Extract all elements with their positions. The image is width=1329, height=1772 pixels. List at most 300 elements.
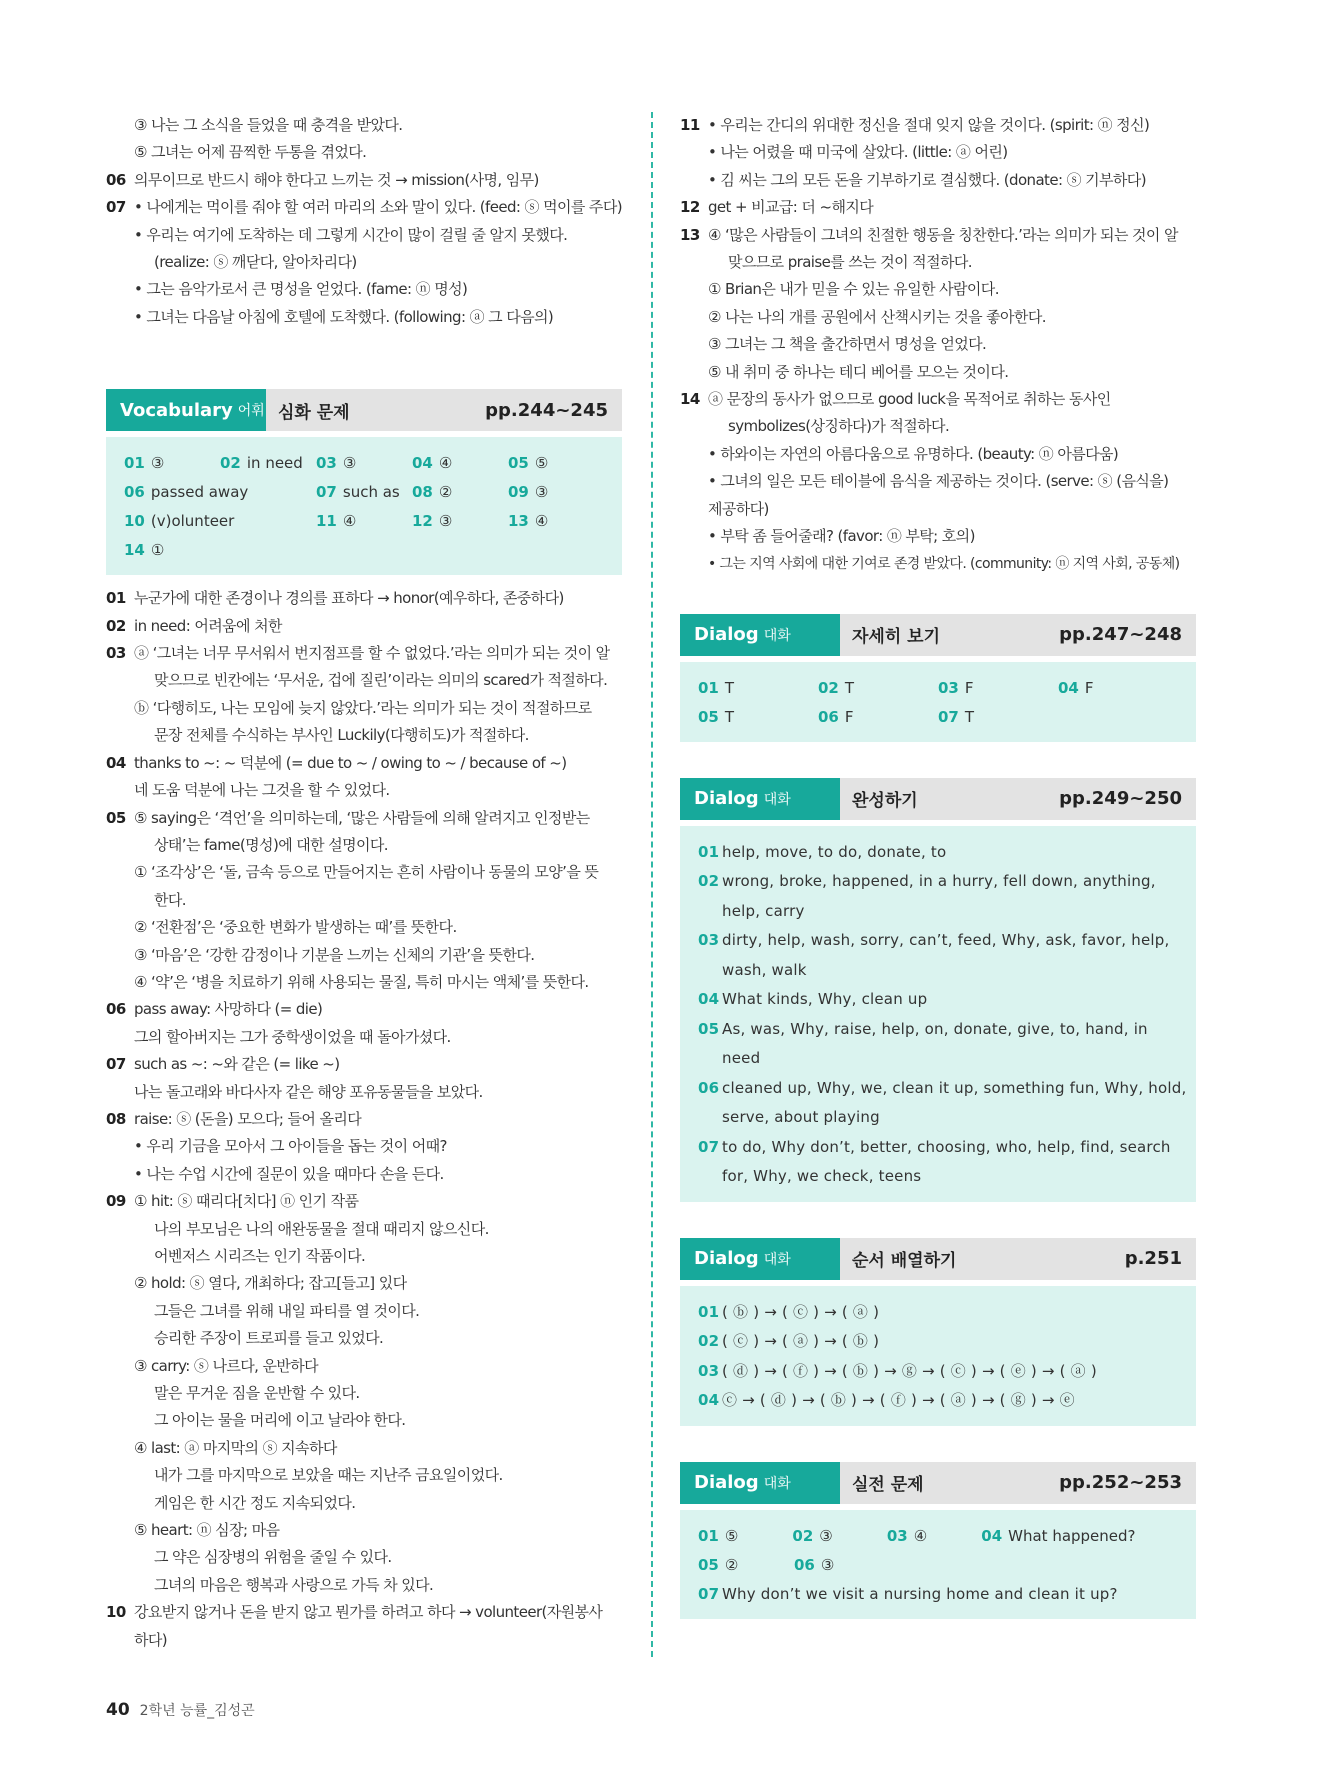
item-text: 문장 전체를 수식하는 부사인 Luckily(다행히도)가 적절하다. <box>154 726 529 745</box>
text-line <box>106 695 622 722</box>
answer-number: 01 <box>124 454 145 473</box>
item-text: 어벤저스 시리즈는 인기 작품이다. <box>154 1247 366 1265</box>
item-text: • 나는 수업 시간에 질문이 있을 때마다 손을 든다. <box>134 1164 444 1183</box>
text-line <box>106 1599 622 1626</box>
item-text: ⓐ ‘그녀는 너무 무서워서 번지점프를 할 수 없었다.’라는 의미가 되는 것이 알 <box>134 644 610 663</box>
item-text: • 그는 지역 사회에 대한 기여로 존경 받았다. (community: ⓝ 지역 사회, 공동체) <box>708 555 1180 572</box>
item-text: ③ ‘마음’은 ‘강한 감정이나 기분을 느끼는 신체의 기관’을 뜻한다. <box>134 945 535 964</box>
answer-value: ③ <box>150 454 165 473</box>
item-text: ① ‘조각상’은 ‘돌, 금속 등으로 만들어지는 흔히 사람이나 동물의 모양’을 뜻 <box>134 863 599 882</box>
answer-number: 06 <box>698 1078 720 1097</box>
answer-value: T <box>844 678 855 697</box>
answer-number: 04 <box>698 990 720 1009</box>
answer-number: 05 <box>698 1555 719 1574</box>
answer-value: ③ <box>342 454 357 473</box>
answer-row <box>698 1522 1178 1551</box>
answer-row <box>124 507 604 536</box>
text-line <box>106 722 622 749</box>
answer-cell <box>887 1522 981 1551</box>
answer-text: ( ⓒ ) → ( ⓐ ) → ( ⓑ ) <box>722 1332 880 1351</box>
section-tag <box>106 389 266 431</box>
answer-item <box>698 867 1178 897</box>
text-line <box>106 640 622 667</box>
answer-number: 01 <box>698 1526 719 1545</box>
text-line <box>106 1024 622 1051</box>
answer-value: (v)olunteer <box>150 512 235 531</box>
text-line <box>106 139 622 166</box>
page-number: 40 <box>106 1700 130 1720</box>
item-text: • 부탁 좀 들어줄래? (favor: ⓝ 부탁; 호의) <box>708 527 975 546</box>
item-text: ⓑ ‘다행히도, 나는 모임에 늦지 않았다.’라는 의미가 되는 것이 적절하므로 <box>134 698 592 717</box>
answer-number: 04 <box>698 1391 720 1410</box>
item-text: ② hold: ⓢ 열다, 개최하다; 잡고[들고] 있다 <box>134 1274 407 1293</box>
text-line <box>106 859 622 886</box>
text-line <box>680 167 1196 194</box>
section-title: 자세히 보기 <box>852 627 941 648</box>
section-tag-ko: 대화 <box>763 1251 791 1268</box>
text-line <box>106 1216 622 1243</box>
footer-text: 2학년 능률_김성곤 <box>139 1703 255 1719</box>
text-line <box>680 551 1196 578</box>
text-line <box>680 249 1196 276</box>
item-text: 나의 부모님은 나의 애완동물을 절대 때리지 않으신다. <box>154 1219 489 1238</box>
answer-item <box>698 985 1178 1015</box>
dialog-box-detail <box>680 614 1196 742</box>
answer-value: ③ <box>820 1555 835 1574</box>
answer-text: help, carry <box>722 901 805 920</box>
item-text: • 나는 어렸을 때 미국에 살았다. (little: ⓐ 어린) <box>708 143 1008 162</box>
item-number: 03 <box>106 644 126 663</box>
item-text: thanks to ~: ~ 덕분에 (= due to ~ / owing to ~ / because of ~) <box>134 753 567 772</box>
dialog-detail-answers <box>680 662 1196 742</box>
answer-row <box>124 536 604 565</box>
answer-value: T <box>724 707 735 726</box>
answer-value: passed away <box>150 483 249 502</box>
answer-cell <box>818 703 938 732</box>
item-text: 제공하다) <box>708 499 769 518</box>
item-number: 10 <box>106 1603 126 1622</box>
answer-value: ③ <box>819 1526 833 1545</box>
item-text: 그들은 그녀를 위해 내일 파티를 열 것이다. <box>154 1301 420 1320</box>
answer-number: 03 <box>316 454 337 473</box>
dialog-practice-answers <box>680 1510 1196 1620</box>
section-tag <box>680 1238 840 1280</box>
answer-cell <box>316 478 412 507</box>
text-line <box>106 969 622 996</box>
right-column <box>680 112 1196 1619</box>
dialog-box-practice <box>680 1462 1196 1620</box>
text-line <box>106 1627 622 1654</box>
answer-number: 03 <box>698 931 720 950</box>
section-tag-ko: 어휘 <box>237 403 265 420</box>
item-text: pass away: 사망하다 (= die) <box>134 1000 323 1019</box>
answer-number: 07 <box>698 1137 720 1156</box>
answer-row <box>698 703 1178 732</box>
answer-number: 07 <box>698 1584 720 1603</box>
answer-number: 02 <box>698 872 720 891</box>
text-line <box>106 1270 622 1297</box>
answer-number: 02 <box>220 454 241 473</box>
page-footer <box>106 1700 255 1720</box>
item-text: 의무이므로 반드시 해야 한다고 느끼는 것 → mission(사명, 임무) <box>134 170 539 189</box>
text-line <box>680 523 1196 550</box>
answer-text: ⓒ → ( ⓓ ) → ( ⓑ ) → ( ⓕ ) → ( ⓐ ) → ( ⓖ ) → ⓔ <box>722 1391 1075 1410</box>
item-number: 02 <box>106 616 126 635</box>
item-text: 상태’는 fame(명성)에 대한 설명이다. <box>154 835 388 854</box>
item-number: 14 <box>680 390 700 409</box>
text-line <box>106 750 622 777</box>
answer-text: serve, about playing <box>722 1108 880 1127</box>
answer-number: 05 <box>698 707 719 726</box>
vocabulary-explanations <box>106 585 622 1654</box>
answer-item <box>698 1044 1178 1074</box>
answer-value: ③ <box>534 483 549 502</box>
answer-item <box>698 926 1178 956</box>
section-tag <box>680 1462 840 1504</box>
answer-cell <box>818 674 938 703</box>
item-text: in need: 어려움에 처한 <box>134 616 282 635</box>
left-column <box>106 112 622 1654</box>
answer-text: wrong, broke, happened, in a hurry, fell down, anything, <box>722 872 1156 891</box>
answer-number: 01 <box>698 1302 720 1321</box>
item-text: ⑤ saying은 ‘격언’을 의미하는데, ‘많은 사람들에 의해 알려지고 인정받는 <box>134 808 590 827</box>
section-tag-en: Dialog <box>694 788 759 810</box>
answer-text: help, move, to do, donate, to <box>722 842 947 861</box>
answer-item <box>698 838 1178 868</box>
answer-item <box>698 1386 1178 1416</box>
answer-row <box>124 478 604 507</box>
answer-item <box>698 1074 1187 1104</box>
item-text: 게임은 한 시간 정도 지속되었다. <box>154 1493 356 1512</box>
text-line <box>106 914 622 941</box>
answer-cell <box>412 478 508 507</box>
item-text: 한다. <box>154 890 186 909</box>
item-text: ④ last: ⓐ 마지막의 ⓢ 지속하다 <box>134 1438 337 1457</box>
answer-number: 10 <box>124 512 145 531</box>
answer-item <box>698 1580 1178 1610</box>
answer-value: ② <box>724 1555 739 1574</box>
section-pages: pp.247~248 <box>1059 624 1182 646</box>
text-line <box>106 1544 622 1571</box>
item-text: 하다) <box>134 1630 168 1649</box>
section-tag-en: Dialog <box>694 624 759 646</box>
section-tag-ko: 대화 <box>763 791 791 808</box>
item-text: (realize: ⓢ 깨닫다, 알아차리다) <box>154 253 357 272</box>
item-number: 04 <box>106 753 126 772</box>
text-line <box>106 1353 622 1380</box>
section-tag-en: Vocabulary <box>120 399 233 421</box>
answer-value: What happened? <box>1008 1526 1136 1545</box>
answer-cell <box>412 449 508 478</box>
section-pages: pp.252~253 <box>1059 1472 1182 1494</box>
text-line <box>680 359 1196 386</box>
item-text: 강요받지 않거나 돈을 받지 않고 뭔가를 하려고 하다 → volunteer(자원봉사 <box>134 1603 603 1622</box>
answer-item <box>698 956 1178 986</box>
item-text: • 김 씨는 그의 모든 돈을 기부하기로 결심했다. (donate: ⓢ 기부하다) <box>708 170 1146 189</box>
text-line <box>106 1243 622 1270</box>
text-line <box>680 222 1196 249</box>
answer-cell <box>316 449 412 478</box>
answer-number: 04 <box>412 454 433 473</box>
text-line <box>680 413 1196 440</box>
answer-text: Why don’t we visit a nursing home and clean it up? <box>722 1584 1118 1603</box>
answer-text: need <box>722 1049 761 1068</box>
answer-item <box>698 1015 1178 1045</box>
answer-item <box>698 1327 1178 1357</box>
item-number: 07 <box>106 198 126 217</box>
answer-cell <box>698 1551 794 1580</box>
text-line <box>106 996 622 1023</box>
answer-text: cleaned up, Why, we, clean it up, something fun, Why, hold, <box>722 1078 1187 1097</box>
answer-number: 03 <box>938 678 959 697</box>
vocabulary-answers <box>106 437 622 575</box>
answer-number: 13 <box>508 512 529 531</box>
text-line <box>680 194 1196 221</box>
item-text: 맞으므로 빈칸에는 ‘무서운, 겁에 질린’이라는 의미의 scared가 적절하다. <box>154 671 608 690</box>
item-number: 06 <box>106 1000 126 1019</box>
item-number: 01 <box>106 589 126 608</box>
answer-row <box>124 449 604 478</box>
text-line <box>106 1133 622 1160</box>
answer-value: in need <box>246 454 303 473</box>
answer-row <box>698 1551 1178 1580</box>
text-line <box>106 667 622 694</box>
item-text: such as ~: ~와 같은 (= like ~) <box>134 1055 340 1074</box>
answer-item <box>698 1357 1178 1387</box>
text-line <box>106 942 622 969</box>
text-line <box>106 1106 622 1133</box>
item-text: • 그녀는 다음날 아침에 호텔에 도착했다. (following: ⓐ 그 다음의) <box>134 307 554 326</box>
answer-cell <box>698 1522 792 1551</box>
answer-value: such as <box>342 483 400 502</box>
text-line <box>106 1380 622 1407</box>
dialog-box-header <box>680 778 1196 820</box>
section-title: 순서 배열하기 <box>852 1251 957 1272</box>
vocabulary-box-header <box>106 389 622 431</box>
item-text: ④ ‘약’은 ‘병을 치료하기 위해 사용되는 물질, 특히 마시는 액체’를 뜻한다. <box>134 972 589 991</box>
item-text: ⑤ 그녀는 어제 끔찍한 두통을 겪었다. <box>134 143 367 162</box>
item-number: 07 <box>106 1055 126 1074</box>
item-text: ① hit: ⓢ 때리다[치다] ⓝ 인기 작품 <box>134 1192 359 1211</box>
answer-number: 02 <box>698 1332 720 1351</box>
text-line <box>106 1161 622 1188</box>
text-line <box>106 1407 622 1434</box>
item-text: • 그녀의 일은 모든 테이블에 음식을 제공하는 것이다. (serve: ⓢ (음식을) <box>708 472 1169 491</box>
item-text: 나는 돌고래와 바다사자 같은 해양 포유동물들을 보았다. <box>134 1082 483 1101</box>
answer-number: 06 <box>794 1555 815 1574</box>
answer-number: 14 <box>124 541 145 560</box>
item-text: 그 아이는 물을 머리에 이고 날라야 한다. <box>154 1411 406 1430</box>
answer-value: ① <box>150 541 165 560</box>
item-text: 그의 할아버지는 그가 중학생이었을 때 돌아가셨다. <box>134 1027 451 1046</box>
item-text: ⑤ heart: ⓝ 심장; 마음 <box>134 1521 280 1540</box>
left-answer-lines <box>106 112 622 331</box>
text-line <box>106 222 622 249</box>
answer-item <box>698 1103 1178 1133</box>
item-text: ② 나는 나의 개를 공원에서 산책시키는 것을 좋아한다. <box>708 307 1046 326</box>
answer-cell <box>938 703 1058 732</box>
item-text: 그 약은 심장병의 위험을 줄일 수 있다. <box>154 1548 392 1567</box>
item-text: ③ carry: ⓢ 나르다, 운반하다 <box>134 1356 319 1375</box>
section-tag-en: Dialog <box>694 1472 759 1494</box>
answer-cell <box>698 674 818 703</box>
text-line <box>106 613 622 640</box>
answer-cell <box>412 507 508 536</box>
item-number: 05 <box>106 808 126 827</box>
text-line <box>106 1517 622 1544</box>
section-tag <box>680 778 840 820</box>
answer-number: 02 <box>818 678 839 697</box>
answer-number: 09 <box>508 483 529 502</box>
item-text: ③ 그녀는 그 책을 출간하면서 명성을 얻었다. <box>708 335 987 354</box>
answer-number: 06 <box>124 483 145 502</box>
text-line <box>106 1051 622 1078</box>
item-text: • 하와이는 자연의 아름다움으로 유명하다. (beauty: ⓝ 아름다움) <box>708 444 1119 463</box>
text-line <box>680 139 1196 166</box>
answer-cell <box>220 478 316 507</box>
section-tag-ko: 대화 <box>763 1475 791 1492</box>
text-line <box>106 249 622 276</box>
text-line <box>106 1298 622 1325</box>
dialog-box-header <box>680 1238 1196 1280</box>
text-line <box>680 276 1196 303</box>
text-line <box>106 777 622 804</box>
section-title: 심화 문제 <box>278 402 350 423</box>
item-text: • 우리 기금을 모아서 그 아이들을 돕는 것이 어때? <box>134 1137 447 1156</box>
answer-text: As, was, Why, raise, help, on, donate, give, to, hand, in <box>722 1019 1148 1038</box>
answer-item <box>698 1298 1178 1328</box>
text-line <box>106 112 622 139</box>
text-line <box>106 276 622 303</box>
vocabulary-box <box>106 389 622 575</box>
answer-cell <box>508 507 604 536</box>
item-number: 08 <box>106 1109 126 1128</box>
answer-number: 06 <box>818 707 839 726</box>
dialog-box-order <box>680 1238 1196 1426</box>
answer-text: What kinds, Why, clean up <box>722 990 928 1009</box>
answer-number: 07 <box>316 483 337 502</box>
answer-number: 12 <box>412 512 433 531</box>
section-pages: p.251 <box>1124 1248 1182 1270</box>
item-text: ② ‘전환점’은 ‘중요한 변화가 발생하는 때’를 뜻한다. <box>134 918 457 937</box>
item-number: 11 <box>680 116 700 134</box>
item-text: 맞으므로 praise를 쓰는 것이 적절하다. <box>728 253 972 272</box>
answer-text: dirty, help, wash, sorry, can’t, feed, Why, ask, favor, help, <box>722 931 1170 950</box>
item-text: 누군가에 대한 존경이나 경의를 표하다 → honor(예우하다, 존중하다) <box>134 589 564 608</box>
item-text: ③ 나는 그 소식을 들었을 때 충격을 받았다. <box>134 116 403 134</box>
answer-value: ⑤ <box>534 454 549 473</box>
item-text: 네 도움 덕분에 나는 그것을 할 수 있었다. <box>134 781 390 800</box>
dialog-box-header <box>680 614 1196 656</box>
text-line <box>106 167 622 194</box>
answer-cell <box>124 507 235 536</box>
answer-value: ③ <box>438 512 453 531</box>
text-line <box>106 1188 622 1215</box>
text-line <box>680 496 1196 523</box>
answer-item <box>698 1162 1178 1192</box>
answer-number: 05 <box>698 1019 720 1038</box>
answer-number: 01 <box>698 678 719 697</box>
item-text: • 우리는 여기에 도착하는 데 그렇게 시간이 많이 걸릴 줄 알지 못했다. <box>134 225 568 244</box>
answer-number: 04 <box>1058 678 1079 697</box>
answer-number: 07 <box>938 707 959 726</box>
answer-row <box>698 674 1178 703</box>
answer-number: 08 <box>412 483 433 502</box>
text-line <box>106 1462 622 1489</box>
item-text: symbolizes(상징하다)가 적절하다. <box>728 417 950 436</box>
answer-number: 03 <box>886 1526 908 1545</box>
item-number: 12 <box>680 198 700 217</box>
section-tag-en: Dialog <box>694 1248 759 1270</box>
text-line <box>106 1490 622 1517</box>
answer-cell <box>124 449 220 478</box>
answer-cell <box>794 1551 890 1580</box>
section-title: 실전 문제 <box>852 1475 924 1496</box>
answer-text: ( ⓑ ) → ( ⓒ ) → ( ⓐ ) <box>722 1302 880 1321</box>
text-line <box>680 112 1196 139</box>
item-number: 13 <box>680 225 700 244</box>
text-line <box>106 1325 622 1352</box>
answer-value: ④ <box>913 1526 928 1545</box>
answer-text: for, Why, we check, teens <box>722 1167 922 1186</box>
section-title: 완성하기 <box>852 791 918 812</box>
section-pages: pp.249~250 <box>1059 788 1182 810</box>
answer-text: to do, Why don’t, better, choosing, who, help, find, search <box>722 1137 1171 1156</box>
answer-cell <box>124 536 220 565</box>
item-text: 말은 무거운 짐을 운반할 수 있다. <box>154 1384 360 1403</box>
item-text: raise: ⓢ (돈을) 모으다; 들어 올리다 <box>134 1109 362 1128</box>
text-line <box>106 832 622 859</box>
text-line <box>106 304 622 331</box>
item-text: ⑤ 내 취미 중 하나는 테디 베어를 모으는 것이다. <box>708 362 1009 381</box>
item-text: get + 비교급: 더 ~해지다 <box>708 198 874 217</box>
answer-value: ⑤ <box>724 1526 739 1545</box>
answer-value: ④ <box>534 512 549 531</box>
item-text: ⓐ 문장의 동사가 없으므로 good luck을 목적어로 취하는 동사인 <box>708 390 1111 409</box>
answer-value: F <box>844 707 854 726</box>
text-line <box>680 304 1196 331</box>
item-text: • 나에게는 먹이를 줘야 할 여러 마리의 소와 말이 있다. (feed: ⓢ 먹이를 주다) <box>134 198 622 217</box>
answer-cell <box>508 449 604 478</box>
section-tag <box>680 614 840 656</box>
answer-cell <box>1058 674 1178 703</box>
item-text: 내가 그를 마지막으로 보았을 때는 지난주 금요일이었다. <box>154 1466 503 1485</box>
answer-value: T <box>964 707 975 726</box>
answer-item <box>698 897 1178 927</box>
section-pages: pp.244~245 <box>485 399 608 421</box>
answer-item <box>698 1133 1178 1163</box>
answer-cell <box>220 507 316 536</box>
item-text: 승리한 주장이 트로피를 들고 있었다. <box>154 1329 384 1348</box>
text-line <box>106 194 622 221</box>
answer-text: wash, walk <box>722 960 807 979</box>
answer-cell <box>938 674 1058 703</box>
dialog-complete-answers <box>680 826 1196 1202</box>
dialog-box-header <box>680 1462 1196 1504</box>
answer-value: T <box>724 678 735 697</box>
text-line <box>680 386 1196 413</box>
column-divider <box>651 112 653 1657</box>
dialog-box-complete <box>680 778 1196 1202</box>
answer-cell <box>124 478 249 507</box>
answer-cell <box>981 1522 1178 1551</box>
text-line <box>106 1572 622 1599</box>
answer-value: ④ <box>438 454 453 473</box>
text-line <box>106 1079 622 1106</box>
text-line <box>106 1435 622 1462</box>
section-tag-ko: 대화 <box>763 627 791 644</box>
answer-cell <box>220 449 316 478</box>
